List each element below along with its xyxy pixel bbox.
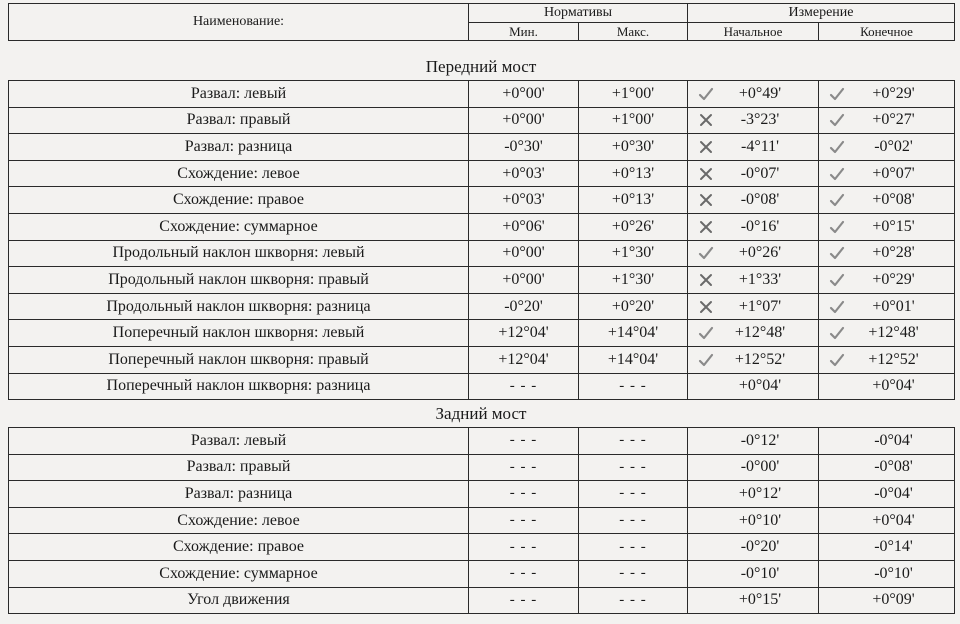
norm-max: - - - — [579, 428, 688, 455]
measure-value: -3°23' — [740, 111, 780, 129]
measure-value: +0°15' — [738, 591, 782, 609]
measure-value: -0°20' — [740, 538, 780, 556]
measure-value: +1°33' — [738, 270, 782, 288]
parameter-name: Схождение: левое — [9, 507, 469, 534]
check-icon — [829, 245, 845, 261]
norm-min: +12°04' — [469, 346, 579, 373]
measure-final — [819, 81, 955, 108]
initial-header: Начальное — [688, 23, 819, 41]
norm-min: -0°20' — [469, 293, 579, 320]
measure-initial — [688, 320, 819, 347]
measure-value: -0°12' — [740, 431, 780, 449]
measure-value: -0°07' — [740, 164, 780, 182]
norm-min: - - - — [469, 481, 579, 508]
measure-initial — [688, 293, 819, 320]
measure-final — [819, 428, 955, 455]
norm-max: +0°26' — [579, 213, 688, 240]
cross-icon — [698, 192, 714, 208]
measure-final — [819, 346, 955, 373]
norm-max: +1°00' — [579, 107, 688, 134]
norm-max: +0°20' — [579, 293, 688, 320]
table-row — [9, 481, 955, 508]
table-row — [9, 346, 955, 373]
table-row — [9, 454, 955, 481]
measure-initial — [688, 107, 819, 134]
measure-value: +0°27' — [872, 111, 915, 129]
measure-value: +0°29' — [872, 270, 915, 288]
norm-max: - - - — [579, 481, 688, 508]
measure-initial — [688, 560, 819, 587]
check-icon — [829, 139, 845, 155]
measure-value: -0°02' — [874, 137, 913, 155]
measure-value: -0°10' — [874, 564, 913, 582]
max-header: Макс. — [579, 23, 688, 41]
measure-value: +0°01' — [872, 297, 915, 315]
norm-max: +0°30' — [579, 134, 688, 161]
measure-value: +0°12' — [738, 484, 782, 502]
check-icon — [829, 299, 845, 315]
norm-max: - - - — [579, 373, 688, 400]
measure-value: -0°16' — [740, 217, 780, 235]
check-icon — [698, 245, 714, 261]
parameter-name: Поперечный наклон шкворня: левый — [9, 320, 469, 347]
norm-max: +14°04' — [579, 320, 688, 347]
measure-final — [819, 293, 955, 320]
table-row — [9, 507, 955, 534]
measure-initial — [688, 213, 819, 240]
norm-max: - - - — [579, 454, 688, 481]
measure-value: -0°04' — [874, 484, 913, 502]
norm-min: +0°03' — [469, 160, 579, 187]
check-icon — [829, 219, 845, 235]
check-icon — [829, 86, 845, 102]
table-row — [9, 187, 955, 214]
parameter-name: Схождение: суммарное — [9, 560, 469, 587]
parameter-name: Развал: левый — [9, 428, 469, 455]
norm-min: +0°00' — [469, 240, 579, 267]
measure-value: +0°26' — [738, 244, 782, 262]
measure-value: +12°52' — [734, 350, 786, 368]
measure-initial — [688, 267, 819, 294]
measure-initial — [688, 134, 819, 161]
parameter-name: Схождение: левое — [9, 160, 469, 187]
measure-initial — [688, 534, 819, 561]
measure-value: +0°10' — [738, 511, 782, 529]
cross-icon — [698, 219, 714, 235]
header-table — [8, 3, 955, 41]
check-icon — [829, 325, 845, 341]
measure-value: +0°04' — [872, 377, 915, 395]
norm-max: - - - — [579, 507, 688, 534]
cross-icon — [698, 166, 714, 182]
parameter-name: Поперечный наклон шкворня: правый — [9, 346, 469, 373]
measure-value: -0°14' — [874, 538, 913, 556]
measure-initial — [688, 346, 819, 373]
measure-initial — [688, 240, 819, 267]
norm-min: - - - — [469, 587, 579, 614]
parameter-name: Развал: правый — [9, 454, 469, 481]
measure-value: +12°48' — [868, 324, 919, 342]
measure-final — [819, 454, 955, 481]
table-row — [9, 267, 955, 294]
measure-final — [819, 534, 955, 561]
check-icon — [698, 352, 714, 368]
measure-initial — [688, 373, 819, 400]
norm-min: - - - — [469, 507, 579, 534]
table-row — [9, 428, 955, 455]
norm-min: +0°00' — [469, 267, 579, 294]
measure-final — [819, 320, 955, 347]
table-row — [9, 534, 955, 561]
check-icon — [698, 325, 714, 341]
table-row — [9, 293, 955, 320]
parameter-name: Продольный наклон шкворня: разница — [9, 293, 469, 320]
norm-max: +14°04' — [579, 346, 688, 373]
table-row — [9, 560, 955, 587]
measure-final — [819, 560, 955, 587]
parameter-name: Угол движения — [9, 587, 469, 614]
check-icon — [829, 352, 845, 368]
table-row — [9, 373, 955, 400]
table-row — [9, 160, 955, 187]
norm-max: +0°13' — [579, 187, 688, 214]
front-axle-table — [8, 80, 955, 400]
measure-value: +0°04' — [738, 377, 782, 395]
table-row — [9, 81, 955, 108]
parameter-name: Схождение: суммарное — [9, 213, 469, 240]
measure-value: +1°07' — [738, 297, 782, 315]
parameter-name: Продольный наклон шкворня: правый — [9, 267, 469, 294]
measure-initial — [688, 587, 819, 614]
measure-value: +0°49' — [738, 84, 782, 102]
table-row — [9, 134, 955, 161]
parameter-name: Поперечный наклон шкворня: разница — [9, 373, 469, 400]
norm-max: - - - — [579, 534, 688, 561]
measure-value: -0°04' — [874, 431, 913, 449]
measure-value: +0°04' — [872, 511, 915, 529]
measure-final — [819, 160, 955, 187]
norm-min: - - - — [469, 428, 579, 455]
measure-value: +0°28' — [872, 244, 915, 262]
measure-final — [819, 481, 955, 508]
cross-icon — [698, 299, 714, 315]
measure-final — [819, 507, 955, 534]
parameter-name: Продольный наклон шкворня: левый — [9, 240, 469, 267]
norm-max: +1°30' — [579, 240, 688, 267]
parameter-name: Развал: левый — [9, 81, 469, 108]
measure-value: -4°11' — [740, 137, 779, 155]
measure-final — [819, 134, 955, 161]
norm-max: +1°30' — [579, 267, 688, 294]
measure-initial — [688, 81, 819, 108]
norm-min: +0°06' — [469, 213, 579, 240]
check-icon — [829, 192, 845, 208]
measure-value: +12°48' — [734, 324, 786, 342]
name-column-header: Наименование: — [9, 4, 469, 41]
norm-max: +1°00' — [579, 81, 688, 108]
parameter-name: Схождение: правое — [9, 187, 469, 214]
min-header: Мин. — [469, 23, 579, 41]
measure-value: -0°00' — [740, 458, 780, 476]
norm-min: - - - — [469, 373, 579, 400]
norm-max: +0°13' — [579, 160, 688, 187]
norms-header: Нормативы — [469, 4, 688, 23]
measure-final — [819, 240, 955, 267]
norm-min: +0°03' — [469, 187, 579, 214]
norm-min: +12°04' — [469, 320, 579, 347]
measure-value: +0°08' — [872, 191, 915, 209]
parameter-name: Развал: разница — [9, 134, 469, 161]
measure-initial — [688, 187, 819, 214]
check-icon — [829, 112, 845, 128]
measure-final — [819, 587, 955, 614]
table-row — [9, 240, 955, 267]
table-row — [9, 587, 955, 614]
cross-icon — [698, 112, 714, 128]
norm-max: - - - — [579, 587, 688, 614]
table-row — [9, 107, 955, 134]
table-row — [9, 320, 955, 347]
parameter-name: Развал: разница — [9, 481, 469, 508]
parameter-name: Схождение: правое — [9, 534, 469, 561]
cross-icon — [698, 272, 714, 288]
rear-axle-title: Задний мост — [435, 404, 527, 423]
check-icon — [829, 272, 845, 288]
norm-min: - - - — [469, 534, 579, 561]
table-row — [9, 213, 955, 240]
check-icon — [829, 166, 845, 182]
rear-axle-table — [8, 427, 955, 614]
measure-initial — [688, 507, 819, 534]
measure-final — [819, 267, 955, 294]
front-axle-title: Передний мост — [425, 57, 537, 76]
check-icon — [698, 86, 714, 102]
measure-value: +0°07' — [872, 164, 915, 182]
measure-value: -0°08' — [874, 458, 913, 476]
measure-initial — [688, 428, 819, 455]
norm-min: +0°00' — [469, 81, 579, 108]
measure-final — [819, 187, 955, 214]
measure-value: +0°29' — [872, 84, 915, 102]
measure-value: -0°08' — [740, 191, 780, 209]
norm-min: - - - — [469, 454, 579, 481]
measure-header: Измерение — [688, 4, 955, 23]
measure-initial — [688, 481, 819, 508]
measure-final — [819, 107, 955, 134]
final-header: Конечное — [819, 23, 955, 41]
cross-icon — [698, 139, 714, 155]
measure-initial — [688, 160, 819, 187]
norm-min: - - - — [469, 560, 579, 587]
measure-final — [819, 373, 955, 400]
measure-final — [819, 213, 955, 240]
norm-min: +0°00' — [469, 107, 579, 134]
measure-value: +12°52' — [868, 350, 919, 368]
norm-min: -0°30' — [469, 134, 579, 161]
norm-max: - - - — [579, 560, 688, 587]
measure-initial — [688, 454, 819, 481]
measure-value: +0°09' — [872, 591, 915, 609]
parameter-name: Развал: правый — [9, 107, 469, 134]
measure-value: -0°10' — [740, 564, 780, 582]
measure-value: +0°15' — [872, 217, 915, 235]
